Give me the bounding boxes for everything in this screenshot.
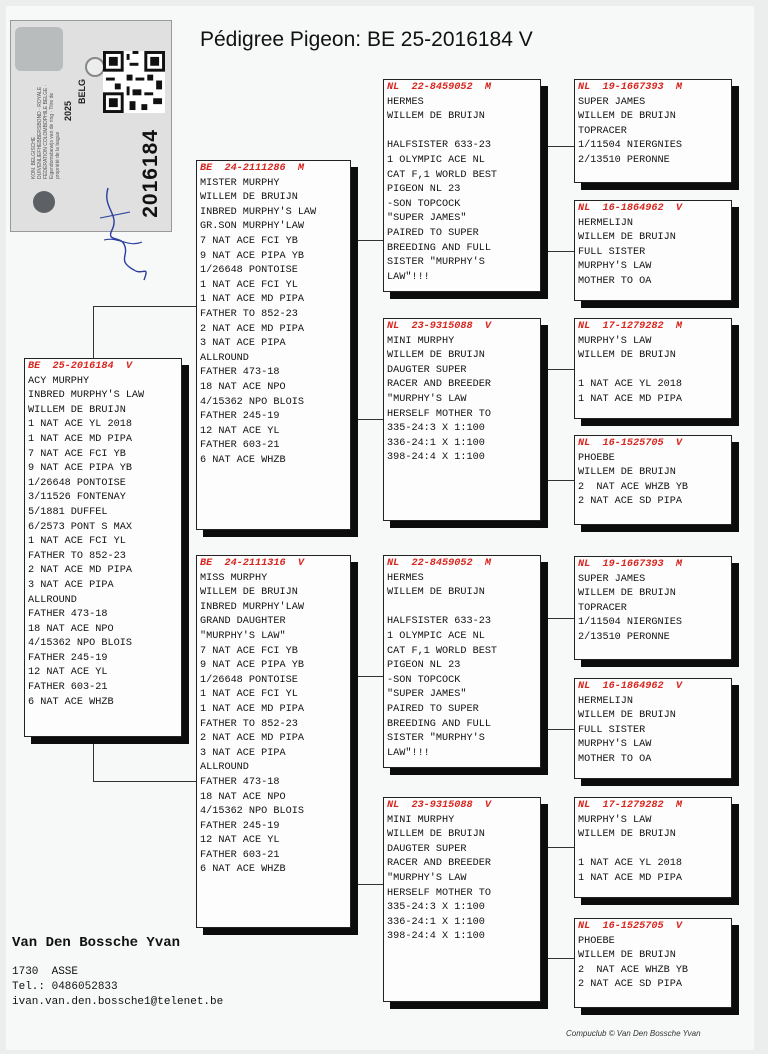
pigeon-info-line: PIGEON NL 23 — [387, 184, 461, 196]
ring-card-small-print: KON. BELGISCHE DUIVENLIEFHEBBERSBOND · ROYALE FÉDÉRATION COLOMBOPHILE BELGE · Eigendomsbewijs van de ring · Titre de propriété de la bague — [31, 84, 61, 179]
connector-line — [541, 958, 574, 959]
pigeon-info-line: FATHER TO 852-23 — [200, 308, 298, 320]
pigeon-card-ggp-2 — [574, 200, 732, 301]
pigeon-info-line: 2 NAT ACE MD PIPA — [200, 323, 304, 335]
pigeon-info-line: 2 NAT ACE SD PIPA — [578, 496, 682, 508]
pigeon-info-line: FATHER TO 852-23 — [200, 718, 298, 730]
pigeon-info-line: 12 NAT ACE YL — [28, 667, 108, 679]
pigeon-card-ggp-1 — [574, 79, 732, 183]
pigeon-info-line: 3/11526 FONTENAY — [28, 492, 126, 504]
pigeon-info-line: MURPHY'S LAW — [578, 739, 652, 751]
connector-line — [541, 251, 574, 252]
pigeon-info-line: WILLEM DE BRUIJN — [200, 587, 298, 599]
pigeon-info-line: ALLROUND — [28, 594, 77, 606]
connector-line — [93, 781, 197, 782]
pigeon-card-sire — [196, 160, 351, 530]
pigeon-info-line: MOTHER TO OA — [578, 753, 652, 765]
pigeon-ring-header: NL 16-1525705 V — [578, 921, 682, 932]
pigeon-info-line: "MURPHY'S LAW — [387, 393, 467, 405]
pigeon-info-line: WILLEM DE BRUIJN — [578, 232, 676, 244]
page-title: Pédigree Pigeon: BE 25-2016184 V — [200, 28, 533, 51]
federation-seal-icon — [33, 191, 55, 213]
pigeon-info-line: "MURPHY'S LAW" — [200, 630, 286, 642]
pigeon-info-line: WILLEM DE BRUIJN — [28, 404, 126, 416]
pigeon-info-line: WILLEM DE BRUIJN — [578, 710, 676, 722]
pigeon-info-line: 1 NAT ACE MD PIPA — [578, 872, 682, 884]
pigeon-info-line: 18 NAT ACE NPO — [28, 623, 114, 635]
pigeon-card-dam — [196, 555, 351, 928]
owner-email: ivan.van.den.bossche1@telenet.be — [12, 996, 224, 1008]
pigeon-info-line: WILLEM DE BRUIJN — [200, 192, 298, 204]
pigeon-info-line: 6 NAT ACE WHZB — [200, 454, 286, 466]
pigeon-ring-header: NL 16-1864962 V — [578, 681, 682, 692]
connector-line — [93, 306, 197, 307]
pigeon-info-line: HERSELF MOTHER TO — [387, 887, 491, 899]
pigeon-info-line: 1 OLYMPIC ACE NL — [387, 630, 485, 642]
pigeon-ring-header: NL 16-1864962 V — [578, 203, 682, 214]
connector-line — [351, 676, 383, 677]
pigeon-info-line: PAIRED TO SUPER — [387, 703, 479, 715]
pigeon-info-line: 7 NAT ACE FCI YB — [200, 235, 298, 247]
connector-line — [541, 369, 574, 370]
ring-card-country: BELG — [77, 79, 87, 105]
pigeon-ring-header: NL 23-9315088 V — [387, 800, 491, 811]
pigeon-info-line: INBRED MURPHY'S LAW — [28, 390, 145, 402]
owner-phone: Tel.: 0486052833 — [12, 981, 118, 993]
pigeon-info-line: CAT F,1 WORLD BEST — [387, 645, 498, 657]
pigeon-info-line: 2/13510 PERONNE — [578, 154, 670, 166]
connector-line — [93, 306, 94, 358]
pigeon-info-line: BREEDING AND FULL — [387, 718, 491, 730]
pigeon-info-line: MURPHY'S LAW — [578, 261, 652, 273]
pigeon-info-line: FATHER TO 852-23 — [28, 550, 126, 562]
pigeon-info-line: MINI MURPHY — [387, 335, 455, 347]
handwritten-signature — [90, 178, 160, 288]
pigeon-info-line — [578, 364, 728, 379]
pigeon-info-line: 1 NAT ACE MD PIPA — [200, 294, 304, 306]
pigeon-info-line: GR.SON MURPHY'LAW — [200, 221, 304, 233]
connector-line — [351, 240, 383, 241]
connector-line — [541, 618, 574, 619]
pigeon-info-line: 3 NAT ACE PIPA — [28, 579, 114, 591]
pigeon-info-line: 9 NAT ACE PIPA YB — [28, 463, 132, 475]
pigeon-info-line — [387, 601, 537, 616]
pigeon-info-line: FATHER 603-21 — [200, 849, 280, 861]
pigeon-info-line: FATHER 245-19 — [200, 411, 280, 423]
pigeon-info-line: MINI MURPHY — [387, 814, 455, 826]
pigeon-info-line: ALLROUND — [200, 352, 249, 364]
pigeon-ring-header: NL 19-1667393 M — [578, 82, 682, 93]
pigeon-info-line: INBRED MURPHY'LAW — [200, 601, 304, 613]
pigeon-info-line: FATHER 245-19 — [200, 820, 280, 832]
pigeon-info-line: 6 NAT ACE WHZB — [28, 696, 114, 708]
connector-line — [541, 847, 574, 848]
pigeon-card-ggp-8 — [574, 918, 732, 1008]
pigeon-info-line: MISS MURPHY — [200, 572, 268, 584]
pigeon-info-line: HALFSISTER 633-23 — [387, 140, 491, 152]
pigeon-info-line: RACER AND BREEDER — [387, 379, 491, 391]
pigeon-info-line: MURPHY'S LAW — [578, 814, 652, 826]
pigeon-info-line: LAW"!!! — [387, 271, 430, 283]
pigeon-info-line: RACER AND BREEDER — [387, 858, 491, 870]
pigeon-info-line: SUPER JAMES — [578, 573, 646, 585]
connector-line — [93, 737, 94, 781]
pigeon-info-line — [387, 125, 537, 140]
ring-card-year: 2025 — [63, 101, 73, 122]
pigeon-info-line: DAUGTER SUPER — [387, 843, 467, 855]
pigeon-card-sire-sire — [383, 79, 541, 292]
pigeon-card-dam-dam — [383, 797, 541, 1002]
pigeon-info-line: 1 NAT ACE YL 2018 — [578, 379, 682, 391]
connector-line — [541, 480, 574, 481]
pigeon-card-ggp-6 — [574, 678, 732, 779]
pigeon-card-ggp-7 — [574, 797, 732, 898]
pigeon-info-line: FATHER 603-21 — [200, 440, 280, 452]
pigeon-info-line: HERMES — [387, 572, 424, 584]
pigeon-info-line: 1 NAT ACE MD PIPA — [578, 393, 682, 405]
pigeon-info-line: WILLEM DE BRUIJN — [387, 111, 485, 123]
pigeon-info-line: HERMELIJN — [578, 695, 634, 707]
pigeon-info-line: FATHER 245-19 — [28, 652, 108, 664]
pigeon-info-line: SISTER "MURPHY'S — [387, 257, 485, 269]
pigeon-info-line: 2 NAT ACE SD PIPA — [578, 979, 682, 991]
pigeon-info-line: INBRED MURPHY'S LAW — [200, 206, 317, 218]
connector-line — [351, 419, 383, 420]
pigeon-info-line: WILLEM DE BRUIJN — [578, 829, 676, 841]
pigeon-info-line: WILLEM DE BRUIJN — [578, 111, 676, 123]
pigeon-card-sire-dam — [383, 318, 541, 521]
pigeon-info-line: 18 NAT ACE NPO — [200, 381, 286, 393]
pigeon-info-line: -SON TOPCOCK — [387, 198, 461, 210]
pigeon-info-line: HERSELF MOTHER TO — [387, 408, 491, 420]
pigeon-info-line: WILLEM DE BRUIJN — [387, 829, 485, 841]
pigeon-info-line: 9 NAT ACE PIPA YB — [200, 250, 304, 262]
pigeon-info-line: WILLEM DE BRUIJN — [387, 350, 485, 362]
pigeon-info-line: "SUPER JAMES" — [387, 689, 467, 701]
federation-logo — [15, 27, 63, 71]
pigeon-info-line: FULL SISTER — [578, 246, 646, 258]
pigeon-info-line: 1 NAT ACE FCI YL — [200, 279, 298, 291]
pigeon-card-dam-sire — [383, 555, 541, 768]
pigeon-ring-header: NL 17-1279282 M — [578, 321, 682, 332]
pigeon-info-line: 3 NAT ACE PIPA — [200, 338, 286, 350]
pigeon-info-line: 1 NAT ACE FCI YL — [200, 689, 298, 701]
pigeon-ring-header: BE 25-2016184 V — [28, 361, 132, 372]
pigeon-card-ggp-4 — [574, 435, 732, 525]
pigeon-ring-header: BE 24-2111286 M — [200, 163, 304, 174]
pigeon-info-line: -SON TOPCOCK — [387, 674, 461, 686]
pigeon-info-line: WILLEM DE BRUIJN — [578, 588, 676, 600]
pigeon-info-line: 398-24:4 X 1:100 — [387, 931, 485, 943]
pigeon-info-line: 12 NAT ACE YL — [200, 835, 280, 847]
pigeon-info-line: 398-24:4 X 1:100 — [387, 452, 485, 464]
owner-address: 1730 ASSE — [12, 966, 79, 978]
pigeon-card-subject — [24, 358, 182, 737]
pigeon-info-line: 7 NAT ACE FCI YB — [200, 645, 298, 657]
pigeon-info-line: 5/1881 DUFFEL — [28, 506, 108, 518]
pigeon-ring-header: BE 24-2111316 V — [200, 558, 304, 569]
pigeon-info-line: DAUGTER SUPER — [387, 364, 467, 376]
pigeon-info-line: 4/15362 NPO BLOIS — [200, 806, 304, 818]
pigeon-info-line: 12 NAT ACE YL — [200, 425, 280, 437]
pigeon-info-line: 1/11504 NIERGNIES — [578, 140, 682, 152]
pigeon-info-line: 2 NAT ACE MD PIPA — [200, 733, 304, 745]
qr-code-icon — [103, 51, 165, 113]
connector-line — [351, 884, 383, 885]
pigeon-info-line: MURPHY'S LAW — [578, 335, 652, 347]
pigeon-info-line: SISTER "MURPHY'S — [387, 733, 485, 745]
pigeon-info-line: 7 NAT ACE FCI YB — [28, 448, 126, 460]
pigeon-info-line: 18 NAT ACE NPO — [200, 791, 286, 803]
pigeon-info-line: ALLROUND — [200, 762, 249, 774]
pigeon-info-line: 1 NAT ACE YL 2018 — [578, 858, 682, 870]
pigeon-info-line: PAIRED TO SUPER — [387, 227, 479, 239]
pigeon-info-line: WILLEM DE BRUIJN — [578, 950, 676, 962]
pigeon-info-line: 4/15362 NPO BLOIS — [200, 396, 304, 408]
pigeon-info-line: "MURPHY'S LAW — [387, 872, 467, 884]
pigeon-ring-header: NL 16-1525705 V — [578, 438, 682, 449]
pigeon-info-line: HALFSISTER 633-23 — [387, 616, 491, 628]
pigeon-info-line: PIGEON NL 23 — [387, 660, 461, 672]
pigeon-info-line: 4/15362 NPO BLOIS — [28, 638, 132, 650]
pigeon-info-line: 2 NAT ACE WHZB YB — [578, 481, 689, 493]
pigeon-info-line: WILLEM DE BRUIJN — [387, 587, 485, 599]
pigeon-info-line: GRAND DAUGHTER — [200, 616, 286, 628]
pigeon-info-line: FATHER 473-18 — [28, 609, 108, 621]
pigeon-info-line: 6 NAT ACE WHZB — [200, 864, 286, 876]
pigeon-info-line: BREEDING AND FULL — [387, 242, 491, 254]
punch-hole — [85, 57, 105, 77]
pigeon-info-line: 335-24:3 X 1:100 — [387, 423, 485, 435]
ring-number: 2016184 — [139, 129, 162, 218]
pigeon-ring-header: NL 19-1667393 M — [578, 559, 682, 570]
pigeon-info-line: TOPRACER — [578, 125, 627, 137]
pigeon-info-line: 9 NAT ACE PIPA YB — [200, 660, 304, 672]
pigeon-info-line: HERMELIJN — [578, 217, 634, 229]
pigeon-info-line: PHOEBE — [578, 452, 615, 464]
pigeon-info-line: PHOEBE — [578, 935, 615, 947]
connector-line — [541, 146, 574, 147]
owner-name: Van Den Bossche Yvan — [12, 935, 181, 951]
pigeon-info-line: 3 NAT ACE PIPA — [200, 747, 286, 759]
pigeon-info-line: 1/26648 PONTOISE — [200, 265, 298, 277]
pigeon-info-line: MISTER MURPHY — [200, 177, 280, 189]
pigeon-ring-header: NL 22-8459052 M — [387, 558, 491, 569]
pigeon-info-line: ACY MURPHY — [28, 375, 90, 387]
pigeon-info-line: 1/11504 NIERGNIES — [578, 617, 682, 629]
pigeon-info-line: WILLEM DE BRUIJN — [578, 350, 676, 362]
pigeon-info-line: "SUPER JAMES" — [387, 213, 467, 225]
pigeon-info-line: 1 OLYMPIC ACE NL — [387, 154, 485, 166]
pigeon-info-line: 1 NAT ACE YL 2018 — [28, 419, 132, 431]
pigeon-info-line: FATHER 473-18 — [200, 367, 280, 379]
pigeon-info-line: 1 NAT ACE FCI YL — [28, 536, 126, 548]
pigeon-info-line: 2 NAT ACE WHZB YB — [578, 964, 689, 976]
pigeon-info-line: 2/13510 PERONNE — [578, 631, 670, 643]
pigeon-info-line: SUPER JAMES — [578, 96, 646, 108]
pigeon-info-line: 1 NAT ACE MD PIPA — [200, 703, 304, 715]
pigeon-ring-header: NL 23-9315088 V — [387, 321, 491, 332]
pigeon-info-line: MOTHER TO OA — [578, 275, 652, 287]
pigeon-ring-header: NL 17-1279282 M — [578, 800, 682, 811]
pigeon-info-line — [578, 843, 728, 858]
pigeon-info-line: 2 NAT ACE MD PIPA — [28, 565, 132, 577]
pigeon-info-line: FATHER 603-21 — [28, 682, 108, 694]
pigeon-info-line: WILLEM DE BRUIJN — [578, 467, 676, 479]
pigeon-info-line: 335-24:3 X 1:100 — [387, 902, 485, 914]
pigeon-ring-header: NL 22-8459052 M — [387, 82, 491, 93]
pigeon-info-line: 1/26648 PONTOISE — [200, 674, 298, 686]
pigeon-info-line: FATHER 473-18 — [200, 776, 280, 788]
pigeon-info-line: 336-24:1 X 1:100 — [387, 916, 485, 928]
pigeon-info-line: 1/26648 PONTOISE — [28, 477, 126, 489]
pigeon-info-line: LAW"!!! — [387, 747, 430, 759]
pigeon-info-line: HERMES — [387, 96, 424, 108]
pigeon-info-line: 336-24:1 X 1:100 — [387, 437, 485, 449]
pigeon-info-line: TOPRACER — [578, 602, 627, 614]
footer-credit: Compuclub © Van Den Bossche Yvan — [566, 1029, 701, 1038]
pigeon-info-line: CAT F,1 WORLD BEST — [387, 169, 498, 181]
connector-line — [541, 729, 574, 730]
pigeon-card-ggp-3 — [574, 318, 732, 419]
pigeon-info-line: 1 NAT ACE MD PIPA — [28, 433, 132, 445]
pigeon-card-ggp-5 — [574, 556, 732, 660]
pigeon-info-line: FULL SISTER — [578, 724, 646, 736]
pigeon-info-line: 6/2573 PONT S MAX — [28, 521, 132, 533]
